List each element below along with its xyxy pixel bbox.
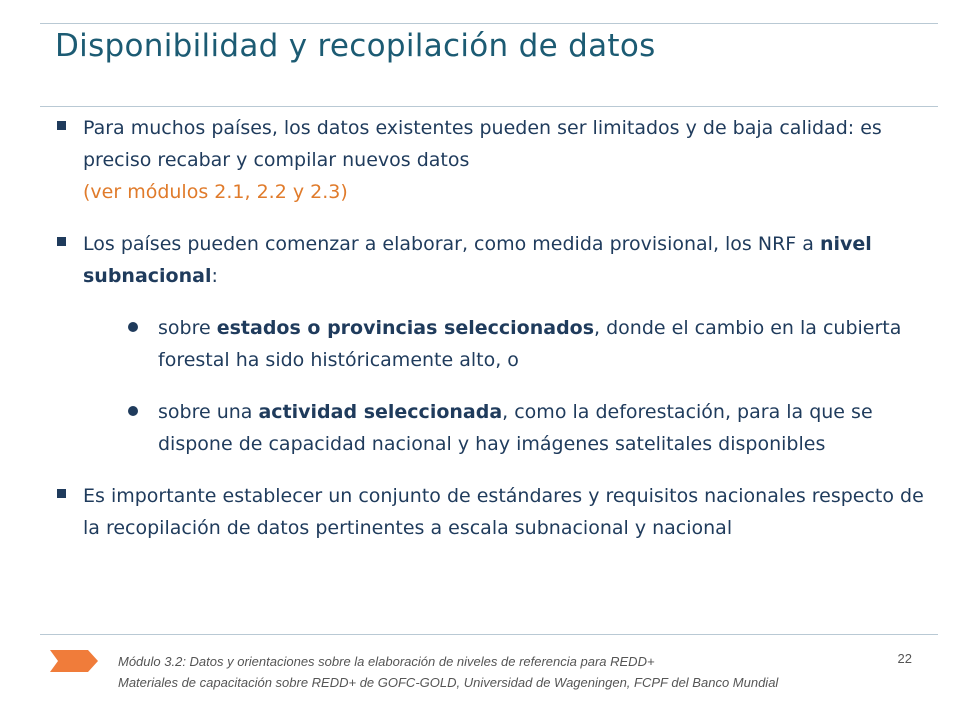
sub-bullet-emphasis: estados o provincias seleccionados xyxy=(216,317,595,339)
chevron-arrow-icon xyxy=(48,648,100,674)
module-reference: (ver módulos 2.1, 2.2 y 2.3) xyxy=(83,181,348,203)
footer-rule xyxy=(40,634,938,635)
slide-content xyxy=(55,112,935,544)
footer-credits-line: Materiales de capacitación sobre REDD+ de GOFC-GOLD, Universidad de Wageningen, FCPF del Banco Mundial xyxy=(118,675,779,690)
top-rule xyxy=(40,23,938,24)
sub-bullet-emphasis: actividad seleccionada xyxy=(258,401,503,423)
bullet-item xyxy=(55,112,935,208)
slide-title: Disponibilidad y recopilación de datos xyxy=(55,28,656,64)
bullet-text: Es importante establecer un conjunto de estándares y requisitos nacionales respecto de la recopilación de datos pertinentes a escala subnacional y nacional xyxy=(83,485,924,539)
round-bullet-icon xyxy=(128,322,138,332)
square-bullet-icon xyxy=(57,489,66,498)
sub-bullet-text-end: , donde el cambio en la cubierta forestal ha sido históricamente alto, o xyxy=(158,317,902,371)
sub-bullet-item xyxy=(55,312,935,376)
page-number: 22 xyxy=(897,651,912,666)
round-bullet-icon xyxy=(128,406,138,416)
bullet-text: Los países pueden comenzar a elaborar, como medida provisional, los NRF a xyxy=(83,233,820,255)
sub-bullet-text: sobre una xyxy=(158,401,259,423)
sub-bullet-text: sobre xyxy=(158,317,217,339)
sub-bullet-text-end: , como la deforestación, para la que se dispone de capacidad nacional y hay imágenes satelitales disponibles xyxy=(158,401,873,455)
title-rule xyxy=(40,106,938,107)
bullet-item xyxy=(55,228,935,292)
square-bullet-icon xyxy=(57,121,66,130)
footer-module-line: Módulo 3.2: Datos y orientaciones sobre la elaboración de niveles de referencia para REDD+ xyxy=(118,654,655,669)
square-bullet-icon xyxy=(57,237,66,246)
bullet-emphasis: nivel subnacional xyxy=(83,233,872,287)
bullet-text-end: : xyxy=(211,265,218,287)
footer-text xyxy=(118,651,778,693)
sub-bullet-item xyxy=(55,396,935,460)
bullet-item xyxy=(55,480,935,544)
bullet-text: Para muchos países, los datos existentes pueden ser limitados y de baja calidad: es preciso recabar y compilar nuevos datos xyxy=(83,117,882,171)
